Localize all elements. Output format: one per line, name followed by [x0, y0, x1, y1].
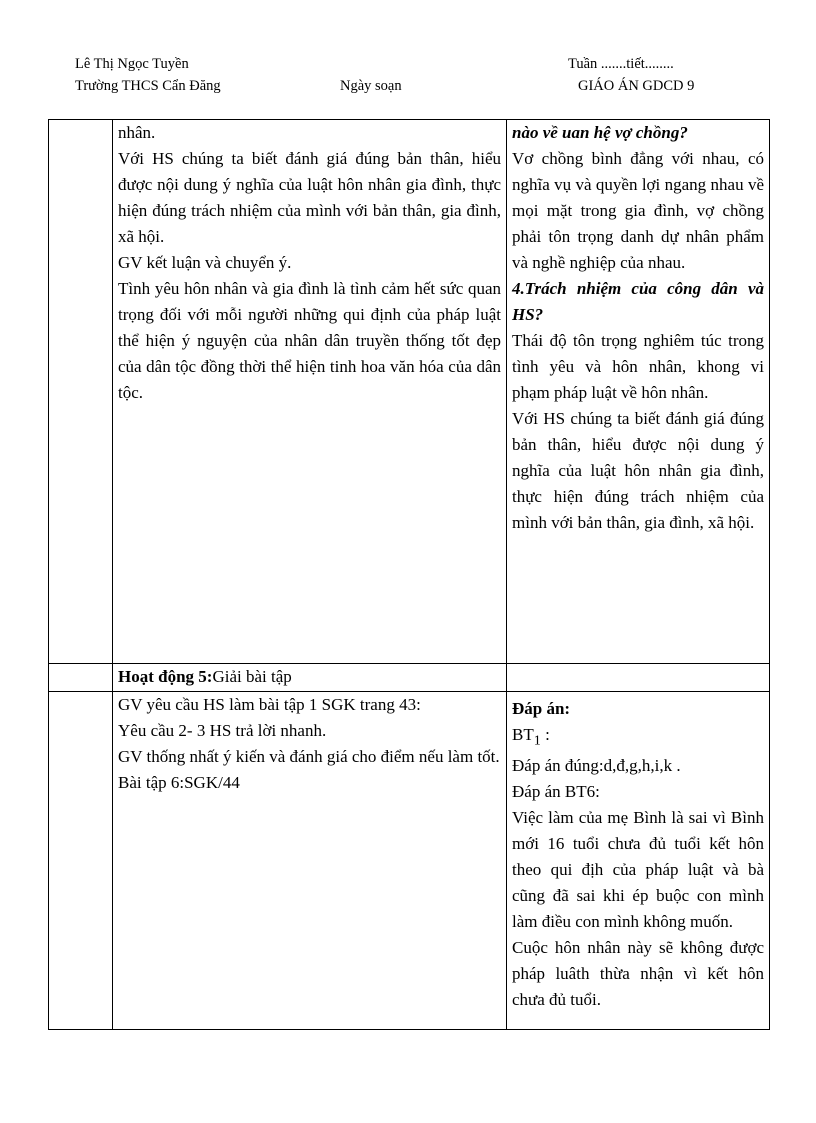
activity-title: Giải bài tập	[212, 667, 292, 686]
paragraph: Cuộc hôn nhân này sẽ không được pháp luâth thừa nhận vì kết hôn chưa đủ tuổi.	[512, 938, 764, 1010]
activity-heading-cell	[113, 664, 507, 692]
paragraph: GV kết luận và chuyển ý.	[118, 253, 292, 272]
content-cell	[507, 120, 770, 664]
bt1-subscript: 1	[533, 732, 541, 749]
paragraph: nhân.	[118, 123, 156, 142]
paragraph: Đáp án đúng:d,đ,g,h,i,k .	[512, 756, 681, 776]
paragraph: GV yêu cầu HS làm bài tập 1 SGK trang 43:	[118, 695, 421, 714]
teacher-activity-cell	[113, 120, 507, 664]
paragraph: Việc làm của mẹ Bình là sai vì Bình mới 16 tuổi chưa đủ tuổi kết hôn theo qui địh của pháp luật và bà cũng đã sai khi ép buộc con mình làm điều con mình không muốn.	[512, 808, 764, 932]
bt1-colon: :	[540, 725, 550, 744]
paragraph: GV thống nhất ý kiến và đánh giá cho điểm nếu làm tốt.	[118, 747, 500, 766]
subject-title: GIÁO ÁN GDCD 9	[578, 78, 695, 94]
section-heading: 4.Trách nhiệm của công dân và HS?	[512, 279, 764, 324]
activity-prefix: Hoạt động 5:	[118, 667, 213, 686]
teacher-activity-cell	[113, 692, 507, 1030]
empty-cell	[49, 692, 113, 1030]
paragraph: Với HS chúng ta biết đánh giá đúng bản thân, hiểu được nội dung ý nghĩa của luật hôn nhân gia đình, thực hiện đúng trách nhiệm của mình với bản thân, gia đình, xã hội.	[512, 409, 764, 532]
paragraph: Tình yêu hôn nhân và gia đình là tình cảm hết sức quan trọng đối với mỗi người những qui định của pháp luật thể hiện ý nguyện của nhân dân truyền thống tốt đẹp của dân tộc đồng thời thể hiện tinh hoa văn hóa của dân tộc.	[118, 279, 501, 402]
school-name: Trường THCS Cẩn Đăng	[75, 78, 221, 94]
bt1-label: BT	[512, 725, 534, 744]
lesson-table	[48, 119, 770, 1030]
question-text: nào về uan hệ vợ chồng?	[512, 123, 688, 142]
paragraph: Đáp án BT6:	[512, 782, 600, 802]
bt1-line	[512, 722, 764, 753]
paragraph: Yêu cầu 2- 3 HS trả lời nhanh.	[118, 721, 327, 740]
paragraph: Với HS chúng ta biết đánh giá đúng bản thân, hiểu được nội dung ý nghĩa của luật hôn nhân gia đình, thực hiện đúng trách nhiệm của mình với bản thân, gia đình, xã hội.	[118, 149, 501, 246]
table-row	[49, 120, 770, 664]
empty-cell	[507, 664, 770, 692]
week-label: Tuần .......tiết........	[568, 56, 674, 72]
paragraph: Vơ chồng bình đẳng với nhau, có nghĩa vụ và quyền lợi ngang nhau về mọi mặt trong gia đình, vợ chồng phải tôn trọng danh dự nhân phẩm và nghề nghiệp của nhau.	[512, 149, 764, 272]
empty-cell	[49, 664, 113, 692]
table-row	[49, 664, 770, 692]
answer-title: Đáp án:	[512, 699, 571, 718]
empty-cell	[49, 120, 113, 664]
answer-cell	[507, 692, 770, 1030]
paragraph: Thái độ tôn trọng nghiêm túc trong tình yêu và hôn nhân, khong vi phạm pháp luật về hôn nhân.	[512, 331, 764, 402]
author-name: Lê Thị Ngọc Tuyền	[75, 56, 189, 72]
date-label: Ngày soạn	[340, 78, 402, 94]
paragraph: Bài tập 6:SGK/44	[118, 773, 240, 792]
table-row	[49, 692, 770, 1030]
